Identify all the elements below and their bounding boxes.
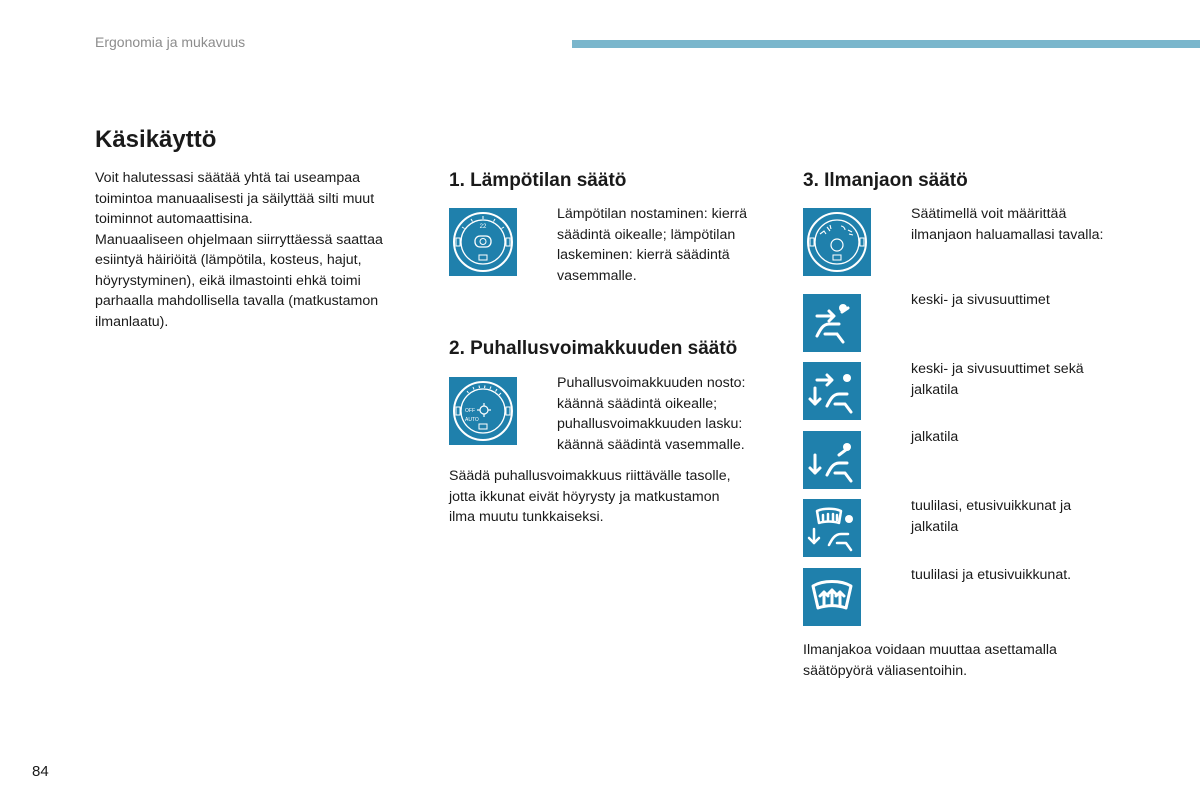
mode-label-line: keski- ja sivusuuttimet sekä bbox=[911, 361, 1084, 377]
air-distribution-dial-icon bbox=[803, 208, 871, 276]
air-distribution-instructions bbox=[885, 204, 1145, 245]
intro-line: toiminnot automaattisina. bbox=[95, 211, 253, 227]
mode-label-line: tuulilasi ja etusivuikkunat. bbox=[911, 567, 1072, 583]
svg-text:22: 22 bbox=[479, 224, 487, 230]
note-line: säätöpyörä väliasentoihin. bbox=[803, 662, 968, 679]
section-title-fan-speed: 2. Puhallusvoimakkuuden säätö bbox=[449, 338, 738, 359]
mode-label-windscreen-and-feet bbox=[911, 496, 1071, 537]
instruction-line: puhallusvoimakkuuden lasku: bbox=[557, 416, 743, 432]
face-and-feet-icon bbox=[803, 362, 861, 420]
face-vents-icon bbox=[803, 294, 861, 352]
intro-text bbox=[95, 168, 425, 332]
instruction-line: vasemmalle. bbox=[557, 267, 637, 284]
mode-label-windscreen-defrost bbox=[911, 565, 1071, 586]
instruction-line: Puhallusvoimakkuuden nosto: bbox=[557, 375, 746, 391]
mode-label-line: jalkatila bbox=[911, 518, 959, 535]
windscreen-defrost-icon bbox=[803, 568, 861, 626]
dial-off-label: OFF bbox=[465, 408, 475, 414]
section-title-temperature: 1. Lämpötilan säätö bbox=[449, 170, 627, 191]
instruction-line: Säätimellä voit määrittää bbox=[911, 206, 1067, 222]
instruction-line: Lämpötilan nostaminen: kierrä bbox=[557, 206, 748, 222]
temperature-dial-icon bbox=[449, 208, 517, 276]
bullet-icon bbox=[531, 373, 557, 455]
note-line: Säädä puhallusvoimakkuus riittävälle tasolle, bbox=[449, 468, 731, 484]
air-distribution-note bbox=[803, 640, 1143, 681]
intro-line: Manuaaliseen ohjelmaan siirryttäessä saattaa bbox=[95, 231, 383, 248]
mode-label-face-vents bbox=[911, 290, 1050, 311]
intro-line: toimintoa manuaalisesti ja säilyttää silti muut bbox=[95, 190, 375, 207]
fan-speed-note bbox=[449, 466, 779, 528]
fan-speed-instructions bbox=[531, 373, 781, 455]
dial-auto-label: AUTO bbox=[465, 417, 479, 423]
mode-label-feet bbox=[911, 427, 958, 448]
bullet-icon bbox=[531, 204, 557, 286]
intro-line: Voit halutessasi säätää yhtä tai useampaa bbox=[95, 170, 361, 186]
fan-speed-dial-icon bbox=[449, 377, 517, 445]
note-line: Ilmanjakoa voidaan muuttaa asettamalla bbox=[803, 642, 1057, 658]
mode-label-line: jalkatila bbox=[911, 429, 959, 445]
page-title: Käsikäyttö bbox=[95, 126, 217, 153]
intro-line: esiintyä häiriöitä (lämpötila, kosteus, hajut, bbox=[95, 252, 362, 268]
instruction-line: käännä säädintä vasemmalle. bbox=[557, 436, 745, 453]
mode-label-line: jalkatila bbox=[911, 381, 959, 398]
header-accent-bar bbox=[572, 40, 1200, 48]
mode-label-face-and-feet bbox=[911, 359, 1084, 400]
running-header: Ergonomia ja mukavuus bbox=[95, 34, 246, 50]
intro-line: ilmanlaatu). bbox=[95, 313, 169, 330]
note-line: ilma muutu tunkkaiseksi. bbox=[449, 509, 604, 525]
mode-label-line: keski- ja sivusuuttimet bbox=[911, 292, 1050, 308]
note-line: jotta ikkunat eivät höyrysty ja matkustamon bbox=[449, 488, 720, 505]
bullet-icon bbox=[885, 204, 911, 245]
feet-icon bbox=[803, 431, 861, 489]
page-number: 84 bbox=[32, 763, 49, 780]
temperature-instructions bbox=[531, 204, 781, 286]
section-title-air-distribution: 3. Ilmanjaon säätö bbox=[803, 170, 968, 191]
instruction-line: säädintä oikealle; lämpötilan bbox=[557, 226, 736, 243]
windscreen-and-feet-icon bbox=[803, 499, 861, 557]
intro-line: höyrystyminen), eikä ilmastointi ehkä toimi bbox=[95, 272, 361, 289]
mode-label-line: tuulilasi, etusivuikkunat ja bbox=[911, 498, 1072, 514]
intro-line: parhaalla mahdollisella tavalla (matkustamon bbox=[95, 293, 379, 309]
instruction-line: ilmanjaon haluamallasi tavalla: bbox=[911, 226, 1104, 243]
instruction-line: laskeminen: kierrä säädintä bbox=[557, 247, 730, 263]
instruction-line: käännä säädintä oikealle; bbox=[557, 395, 718, 412]
